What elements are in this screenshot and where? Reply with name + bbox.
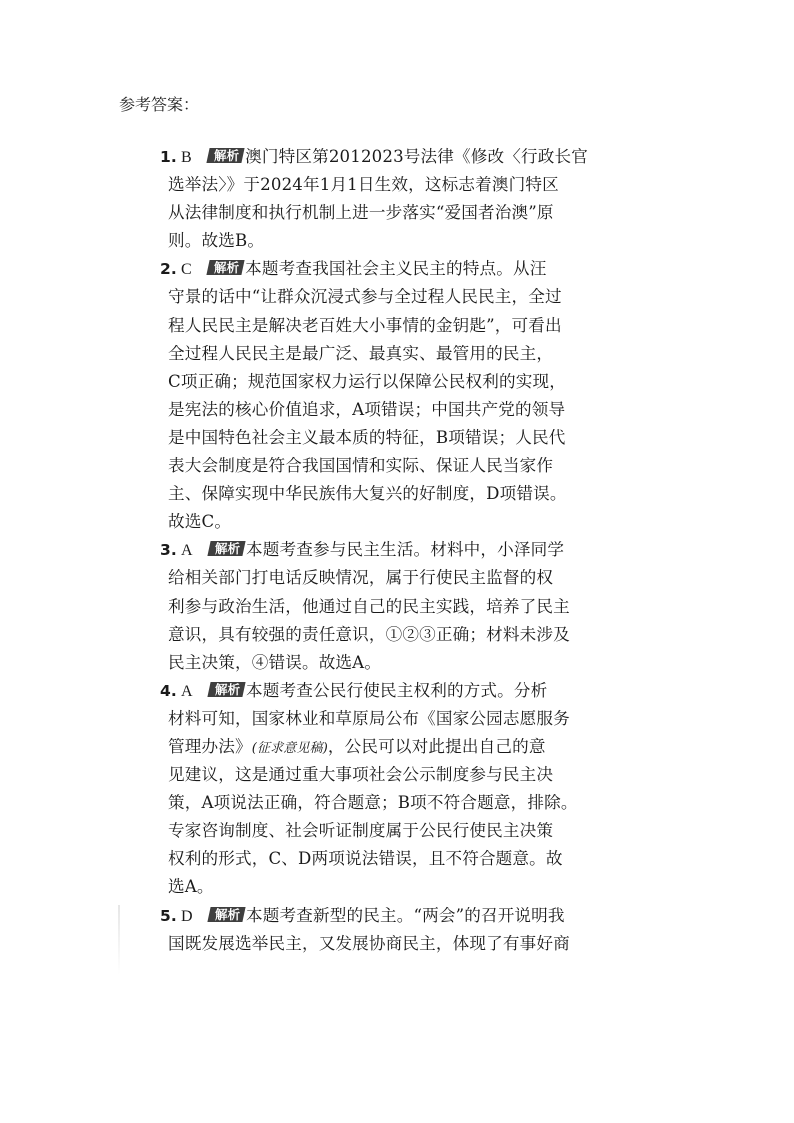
analysis-badge: 解析 <box>207 541 246 556</box>
draft-note: (征求意见稿) <box>251 740 328 756</box>
answer-list <box>160 143 588 958</box>
answer-number: 3. <box>160 541 177 560</box>
answer-text-line: 专家咨询制度、社会听证制度属于公民行使民主决策 <box>168 821 554 841</box>
answer-item-1 <box>160 143 588 255</box>
answer-text-line: 给相关部门打电话反映情况，属于行使民主监督的权 <box>168 568 554 588</box>
answer-item-4 <box>160 677 578 902</box>
answer-text-line: 选A。 <box>168 877 214 897</box>
answer-text-line: C项正确；规范国家权力运行以保障公民权利的实现， <box>168 371 566 391</box>
answer-text-line: 澳门特区第2012023号法律《修改〈行政长官 <box>245 147 588 166</box>
answer-text-line: ，公民可以对此提出自己的意 <box>327 736 546 756</box>
answer-text-line: 本题考查我国社会主义民主的特点。从汪 <box>245 259 547 279</box>
answer-option: C <box>180 261 192 279</box>
answer-item-2 <box>160 255 567 536</box>
answer-text-line: 国既发展选举民主，又发展协商民主，体现了有事好商 <box>168 933 570 953</box>
answer-text-line: 则。故选B。 <box>168 231 265 251</box>
analysis-badge: 解析 <box>206 260 245 275</box>
answer-text-line: 权利的形式，C、D两项说法错误，且不符合题意。故 <box>168 849 563 869</box>
answer-text-line: 本题考查公民行使民主权利的方式。分析 <box>246 680 548 700</box>
answer-text-line: 本题考查参与民主生活。材料中，小泽同学 <box>246 540 565 560</box>
answer-text-line: 程人民民主是解决老百姓大小事情的金钥匙”，可看出 <box>168 315 562 335</box>
answer-text-line: 选举法〉》于2024年1月1日生效，这标志着澳门特区 <box>168 175 559 195</box>
answer-option: B <box>180 149 192 166</box>
answer-number: 4. <box>160 681 177 700</box>
analysis-badge: 解析 <box>207 682 246 697</box>
answer-text-line: 见建议，这是通过重大事项社会公示制度参与民主决 <box>168 765 554 785</box>
answer-option: D <box>180 907 193 925</box>
answer-text-line: 意识，具有较强的责任意识，①②③正确；材料未涉及 <box>168 624 570 644</box>
answer-number: 5. <box>160 906 177 925</box>
answer-number: 1. <box>160 148 177 166</box>
answer-text-line: 故选C。 <box>168 512 232 532</box>
answer-text-line: 管理办法》 <box>168 736 252 756</box>
answer-item-5 <box>160 902 570 958</box>
answer-text-line: 主、保障实现中华民族伟大复兴的好制度，D项错误。 <box>168 484 567 504</box>
answer-text-line: 本题考查新型的民主。“两会”的召开说明我 <box>246 905 565 925</box>
answer-text-line: 是中国特色社会主义最本质的特征，B项错误；人民代 <box>168 427 566 447</box>
page-heading: 参考答案： <box>119 95 200 114</box>
answer-text-line: 全过程人民民主是最广泛、最真实、最管用的民主， <box>168 343 554 363</box>
answer-text-line: 是宪法的核心价值追求，A项错误；中国共产党的领导 <box>168 399 566 419</box>
answer-number: 2. <box>160 260 177 279</box>
analysis-badge: 解析 <box>206 148 245 163</box>
answer-text-line: 利参与政治生活，他通过自己的民主实践，培养了民主 <box>168 596 570 616</box>
answer-text-line: 民主决策，④错误。故选A。 <box>168 652 382 672</box>
answer-text-line: 材料可知，国家林业和草原局公布《国家公园志愿服务 <box>168 708 570 728</box>
answer-text-line: 策，A项说法正确，符合题意；B项不符合题意，排除。 <box>168 793 578 813</box>
analysis-badge: 解析 <box>207 907 246 922</box>
scan-edge-shadow <box>118 905 120 975</box>
answer-option: A <box>180 682 193 700</box>
answer-option: A <box>180 542 193 560</box>
answer-text-line: 从法律制度和执行机制上进一步落实“爱国者治澳”原 <box>168 203 554 223</box>
answer-text-line: 表大会制度是符合我国国情和实际、保证人民当家作 <box>168 456 554 476</box>
answer-item-3 <box>160 536 570 676</box>
answer-text-line: 守景的话中“让群众沉浸式参与全过程人民民主，全过 <box>168 287 562 307</box>
